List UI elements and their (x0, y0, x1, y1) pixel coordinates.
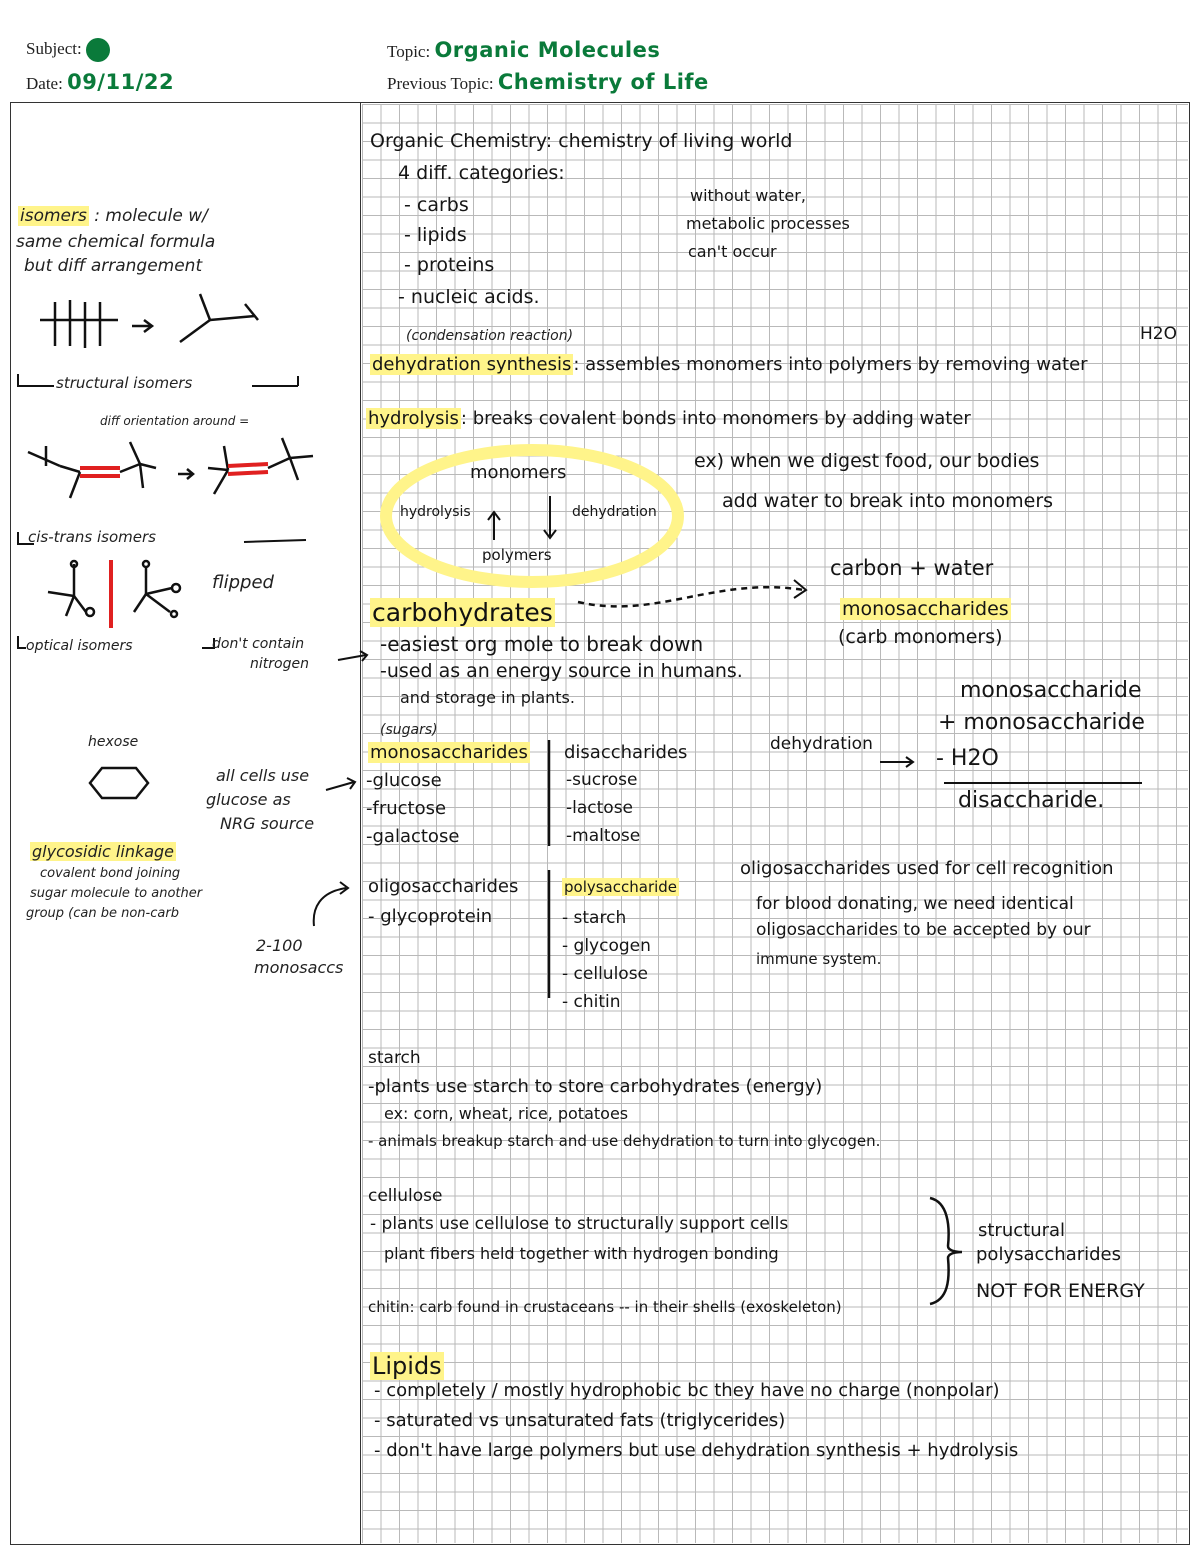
poly-chitin: - chitin (562, 992, 621, 1012)
cis-trans-label: cis-trans isomers (28, 528, 156, 546)
starch-fact-2: ex: corn, wheat, rice, potatoes (384, 1104, 629, 1123)
dont-contain-label: don't contain (212, 636, 305, 652)
lipids-fact-3: - don't have large polymers but use dehydration synthesis + hydrolysis (374, 1440, 1019, 1461)
oligo-divider (546, 870, 554, 1000)
sugar-divider (546, 740, 554, 848)
sugars-label: (sugars) (380, 722, 438, 738)
range-line1: 2-100 (256, 936, 303, 955)
polysaccharide-heading: polysaccharide (564, 878, 678, 896)
poly-cellulose: - cellulose (562, 964, 649, 984)
structural-label-2: polysaccharides (976, 1244, 1122, 1265)
dehydration-synthesis-term: dehydration synthesis (372, 354, 572, 375)
cycle-monomers: monomers (470, 462, 567, 483)
all-cells-line3: NRG source (220, 814, 315, 833)
equation-line-2: + monosaccharide (938, 710, 1145, 735)
range-line2: monosaccs (254, 958, 344, 977)
mono-galactose: -galactose (366, 826, 460, 847)
previous-topic-value: Chemistry of Life (497, 70, 709, 94)
hydrolysis-line: hydrolysis : breaks covalent bonds into monomers by adding water (368, 408, 971, 429)
carbohydrate-dashed-arrow (576, 566, 816, 616)
hexose-ring (88, 766, 150, 800)
structural-brace (928, 1196, 964, 1308)
chitin-fact: chitin: carb found in crustaceans -- in their shells (exoskeleton) (368, 1298, 842, 1316)
hydrolysis-term: hydrolysis (368, 408, 459, 429)
category-carbs: - carbs (404, 194, 469, 216)
isomers-title-line: isomers : molecule w/ (20, 206, 208, 226)
structural-label-1: structural (978, 1220, 1066, 1241)
organic-chemistry-line: Organic Chemistry: chemistry of living world (370, 130, 793, 152)
glycosidic-line2: sugar molecule to another (30, 886, 203, 901)
di-lactose: -lactose (566, 798, 634, 818)
oligo-note-2: for blood donating, we need identical (756, 894, 1074, 914)
dehydration-eq-label: dehydration (770, 734, 873, 754)
starch-fact-1: -plants use starch to store carbohydrates (energy) (368, 1076, 823, 1097)
water-note-1: without water, (690, 186, 806, 205)
cycle-polymers: polymers (482, 546, 552, 564)
flipped-label: flipped (212, 572, 274, 593)
subject-label: Subject: (26, 38, 110, 62)
optical-isomers-label: optical isomers (26, 638, 133, 654)
topic-value: Organic Molecules (434, 38, 661, 62)
topic-label: Topic: Organic Molecules (387, 38, 661, 62)
isomers-def-3: but diff arrangement (24, 256, 203, 276)
equation-line-1: monosaccharide (960, 678, 1142, 703)
dehydration-synthesis-line: dehydration synthesis : assembles monomers into polymers by removing water (372, 354, 1088, 375)
cellulose-fact-1: - plants use cellulose to structurally support cells (370, 1214, 789, 1234)
lipids-heading: Lipids (372, 1352, 442, 1380)
poly-starch: - starch (562, 908, 627, 928)
subject-ink-dot (86, 38, 110, 62)
dehydration-eq-arrow (880, 754, 920, 770)
equation-line-3: - H2O (936, 746, 999, 771)
cellulose-fact-2: plant fibers held together with hydrogen bonding (384, 1244, 779, 1263)
carb-monomers: (carb monomers) (838, 626, 1003, 648)
cis-trans-drawing (28, 438, 318, 508)
carb-fact-2: -used as an energy source in humans. (380, 660, 743, 682)
water-note-3: can't occur (688, 242, 777, 261)
structural-isomer-drawing (40, 290, 270, 360)
glucose-arrow (326, 776, 362, 794)
category-lipids: - lipids (404, 224, 467, 246)
oligo-glycoprotein: - glycoprotein (368, 906, 493, 927)
lipids-fact-1: - completely / mostly hydrophobic bc they have no charge (nonpolar) (374, 1380, 1000, 1401)
date-value: 09/11/22 (67, 70, 175, 94)
date-label: Date: 09/11/22 (26, 70, 175, 94)
monosaccharides-heading: monosaccharides (370, 742, 528, 763)
glycosidic-title: glycosidic linkage (32, 842, 175, 861)
not-for-energy: NOT FOR ENERGY (976, 1280, 1145, 1302)
carbon-water: carbon + water (830, 556, 994, 580)
isomers-def-2: same chemical formula (16, 232, 216, 252)
glycosidic-line3: group (can be non-carb (26, 906, 179, 921)
all-cells-line2: glucose as (206, 790, 291, 809)
cellulose-heading: cellulose (368, 1186, 443, 1206)
di-sucrose: -sucrose (566, 770, 638, 790)
hexose-label: hexose (88, 734, 139, 750)
equation-rule (944, 780, 1144, 786)
oligo-note-4: immune system. (756, 950, 882, 968)
monosaccharides-label: monosaccharides (842, 598, 1009, 620)
disaccharides-heading: disaccharides (564, 742, 688, 763)
water-note-2: metabolic processes (686, 214, 850, 233)
category-proteins: - proteins (404, 254, 495, 276)
cycle-dehydration: dehydration (572, 504, 657, 520)
carb-fact-1: -easiest org mole to break down (380, 632, 704, 656)
lipids-fact-2: - saturated vs unsaturated fats (triglycerides) (374, 1410, 786, 1431)
starch-fact-3: - animals breakup starch and use dehydration to turn into glycogen. (368, 1132, 881, 1150)
nitrogen-arrow (338, 650, 378, 664)
structural-isomers-label: structural isomers (56, 374, 193, 392)
condensation-label: (condensation reaction) (406, 328, 574, 344)
optical-isomer-drawing (44, 556, 194, 626)
starch-heading: starch (368, 1048, 421, 1068)
nitrogen-label: nitrogen (250, 656, 309, 672)
mono-glucose: -glucose (366, 770, 442, 791)
equation-line-4: disaccharide. (958, 788, 1105, 813)
cycle-hydrolysis: hydrolysis (400, 504, 471, 520)
example-line-1: ex) when we digest food, our bodies (694, 450, 1040, 472)
oligosaccharides-heading: oligosaccharides (368, 876, 519, 897)
glycosidic-line1: covalent bond joining (40, 866, 181, 881)
mono-fructose: -fructose (366, 798, 447, 819)
category-nucleic-acids: - nucleic acids. (398, 286, 540, 308)
categories-heading: 4 diff. categories: (398, 162, 565, 184)
diff-orientation-label: diff orientation around = (100, 414, 250, 428)
example-line-2: add water to break into monomers (722, 490, 1054, 512)
di-maltose: -maltose (566, 826, 641, 846)
oligo-note-3: oligosaccharides to be accepted by our (756, 920, 1091, 940)
h2o-label: H2O (1140, 324, 1177, 344)
all-cells-line1: all cells use (216, 766, 310, 785)
carb-fact-3: and storage in plants. (400, 688, 575, 707)
oligo-note-1: oligosaccharides used for cell recognition (740, 858, 1114, 879)
previous-topic-label: Previous Topic: Chemistry of Life (387, 70, 709, 94)
grid-paper (362, 104, 1188, 1543)
poly-glycogen: - glycogen (562, 936, 651, 956)
carbohydrates-heading: carbohydrates (372, 598, 553, 627)
oligo-arrow (308, 878, 352, 928)
